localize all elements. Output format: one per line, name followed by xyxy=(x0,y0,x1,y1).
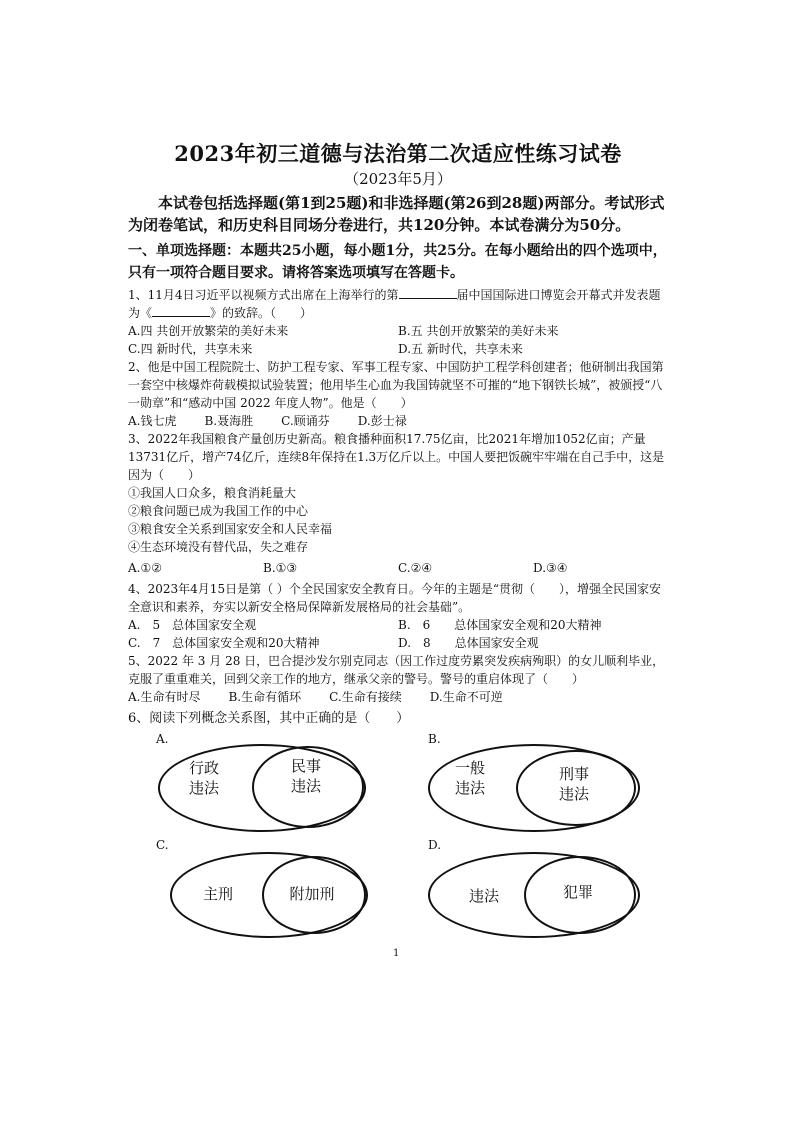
answer-blank xyxy=(399,286,457,299)
option-b: B.①③ xyxy=(263,561,298,575)
q3-options xyxy=(128,559,668,577)
inner-label: 犯罪 xyxy=(562,883,593,901)
option-c: C.生命有接续 xyxy=(329,690,402,704)
outer-label: 一般 违法 xyxy=(454,759,485,797)
option-c: C. 7 总体国家安全观和20大精神 xyxy=(128,636,320,650)
question-3 xyxy=(128,430,668,577)
option-a: A.生命有时尽 xyxy=(128,690,201,704)
section-heading: 一、单项选择题：本题共25小题，每小题1分，共25分。在每小题给出的四个选项中，只有一项符合题目要求。请将答案选项填写在答题卡。 xyxy=(128,243,667,281)
inner-label: 附加刑 xyxy=(289,885,335,903)
q1-stem-b: 届中国国际进口博览会开幕式并发表题为《 xyxy=(128,288,661,320)
q5-options xyxy=(128,688,668,706)
outer-label: 行政 违法 xyxy=(188,759,219,797)
option-a: A.四 共创开放繁荣的美好未来 xyxy=(128,324,289,338)
q5-stem: 5、2022 年 3 月 28 日，巴合提沙发尔别克同志（因工作过度劳累突发疾病殉职）的女儿顺利毕业，克服了重重难关，回到父亲工作的地方，继承父亲的警号。警号的重启体现了（ ） xyxy=(128,654,665,686)
question-6 xyxy=(128,710,668,935)
statement-3: ③粮食安全关系到国家安全和人民幸福 xyxy=(128,522,333,536)
diagram-d xyxy=(428,838,638,930)
diagram-b xyxy=(428,732,638,824)
statement-4: ④生态环境没有替代品，失之难存 xyxy=(128,540,309,554)
question-1 xyxy=(128,286,668,358)
option-a: A.①② xyxy=(128,561,162,575)
option-b: B.生命有循环 xyxy=(228,690,302,704)
q4-stem: 4、2023年4月15日是第（ ）个全民国家安全教育日。今年的主题是“贯彻（ ），增强全民国家安全意识和素养，夯实以新安全格局保障新发展格局的社会基础”。 xyxy=(128,582,662,614)
diagram-label: B. xyxy=(428,732,441,746)
inner-label: 刑事 违法 xyxy=(558,765,589,803)
outer-label: 违法 xyxy=(468,887,499,905)
diagram-a xyxy=(156,732,366,824)
q1-stem-a: 1、11月4日习近平以视频方式出席在上海举行的第 xyxy=(128,288,399,302)
diagram-label: A. xyxy=(156,732,169,746)
option-c: C.顾诵芬 xyxy=(281,414,330,428)
outer-label: 主刑 xyxy=(202,885,233,903)
page-number: 1 xyxy=(393,948,400,959)
option-c: C.②④ xyxy=(398,561,433,575)
option-a: A.钱七虎 xyxy=(128,414,177,428)
diagram-label: C. xyxy=(156,838,169,852)
q4-options xyxy=(128,634,668,652)
statement-1: ①我国人口众多，粮食消耗量大 xyxy=(128,486,297,500)
option-d: D. 8 总体国家安全观 xyxy=(398,636,539,650)
q6-stem: 6、阅读下列概念关系图，其中正确的是（ ） xyxy=(128,711,410,726)
option-d: D.彭士禄 xyxy=(357,414,407,428)
option-b: B.聂海胜 xyxy=(204,414,254,428)
question-4 xyxy=(128,580,668,652)
concept-diagrams xyxy=(128,730,668,935)
exam-page xyxy=(128,140,668,935)
q3-stem: 3、2022年我国粮食产量创历史新高。粮食播种面积17.75亿亩，比2021年增加1052亿亩；产量13731亿斤，增产74亿斤，连续8年保持在1.3万亿斤以上。中国人要把饭碗牢牢端在自己手中，这是因为（ ） xyxy=(128,432,665,482)
q4-options xyxy=(128,616,668,634)
option-b: B.五 共创开放繁荣的美好未来 xyxy=(398,324,559,338)
exam-intro: 本试卷包括选择题(第1到25题)和非选择题(第26到28题)两部分。考试形式为闭卷笔试，和历史科目同场分卷进行，共120分钟。本试卷满分为50分。 xyxy=(128,194,665,234)
inner-label: 民事 违法 xyxy=(290,757,321,795)
statement-2: ②粮食问题已成为我国工作的中心 xyxy=(128,504,309,518)
option-d: D.生命不可逆 xyxy=(429,690,503,704)
option-b: B. 6 总体国家安全观和20大精神 xyxy=(398,618,602,632)
q2-options xyxy=(128,412,668,430)
q2-stem: 2、他是中国工程院院士、防护工程专家、军事工程专家、中国防护工程学科创建者；他研制出我国第一套空中核爆炸荷载模拟试验装置；他用毕生心血为我国铸就坚不可摧的“地下钢铁长城”，被颁授“八一勋章”和“感动中国 2022 年度人物”。他是（ ） xyxy=(128,360,664,410)
answer-blank xyxy=(152,304,210,317)
option-d: D.③④ xyxy=(533,561,568,575)
option-a: A. 5 总体国家安全观 xyxy=(128,618,257,632)
question-2 xyxy=(128,358,668,430)
diagram-label: D. xyxy=(428,838,442,852)
option-c: C.四 新时代，共享未来 xyxy=(128,342,253,356)
option-d: D.五 新时代，共享未来 xyxy=(398,342,523,356)
q1-options xyxy=(128,340,668,358)
question-5 xyxy=(128,652,668,706)
page-subtitle: （2023年5月） xyxy=(344,170,452,188)
q1-options xyxy=(128,322,668,340)
page-title: 2023年初三道德与法治第二次适应性练习试卷 xyxy=(174,141,622,166)
q1-stem-c: 》的致辞。（ ） xyxy=(210,306,313,320)
diagram-c xyxy=(156,838,366,930)
